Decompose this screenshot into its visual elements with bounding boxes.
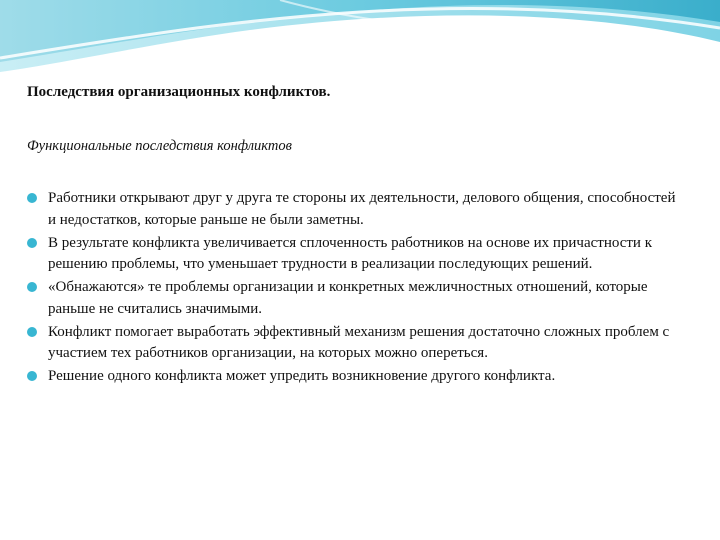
bullet-icon (27, 282, 37, 292)
bullet-text: Работники открывают друг у друга те стороны их деятельности, делового общения, способностей и недостатков, которые раньше не были заметны. (48, 190, 676, 228)
slide-subheading: Функциональные последствия конфликтов (27, 138, 292, 154)
bullet-item (27, 233, 687, 276)
bullet-item (27, 188, 687, 231)
bullet-icon (27, 193, 37, 203)
bullet-icon (27, 327, 37, 337)
bullet-text: В результате конфликта увеличивается сплоченность работников на основе их причастности к решению проблемы, что уменьшает трудности в реализации последующих решений. (48, 234, 652, 272)
bullet-text: Конфликт помогает выработать эффективный механизм решения достаточно сложных проблем с участием тех работников организации, на которых можно опереться. (48, 323, 670, 361)
bullet-icon (27, 371, 37, 381)
bullet-item (27, 277, 687, 320)
bullet-list (27, 188, 687, 389)
bullet-text: Решение одного конфликта может упредить возникновение другого конфликта. (48, 368, 556, 384)
header-wave-decoration (0, 0, 720, 80)
slide-heading: Последствия организационных конфликтов. (27, 84, 331, 100)
bullet-text: «Обнажаются» те проблемы организации и конкретных межличностных отношений, которые раньше не считались значимыми. (48, 279, 648, 317)
bullet-icon (27, 238, 37, 248)
bullet-item (27, 366, 687, 388)
bullet-item (27, 322, 687, 365)
